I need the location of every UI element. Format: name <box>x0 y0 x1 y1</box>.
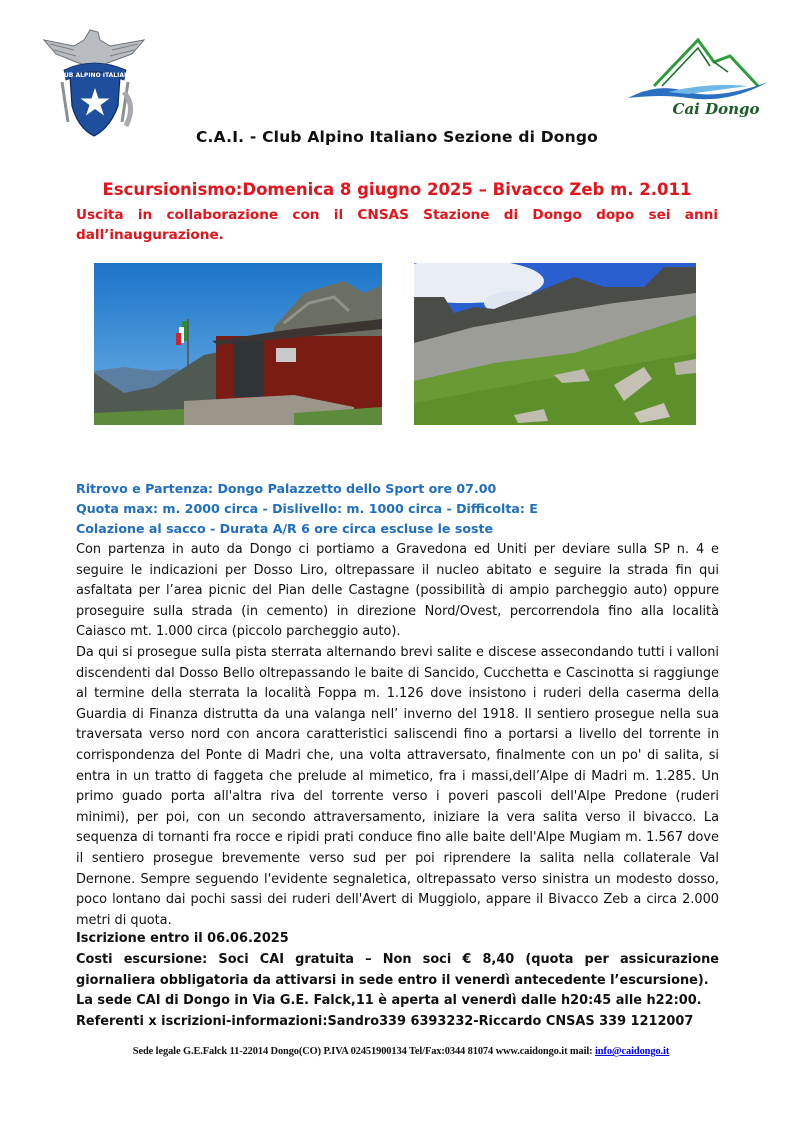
meeting-info: Ritrovo e Partenza: Dongo Palazzetto dello Sport ore 07.00 <box>76 481 497 496</box>
cai-badge-text: CLUB ALPINO ITALIANO <box>55 72 135 79</box>
dongo-logo-text: Cai Dongo <box>672 100 760 118</box>
mountain-slope-photo <box>414 263 696 425</box>
footer <box>76 1046 726 1057</box>
route-description <box>76 540 719 931</box>
duration-info: Colazione al sacco - Durata A/R 6 ore circa escluse le soste <box>76 521 494 536</box>
office-hours: La sede CAI di Dongo in Via G.E. Falck,11 è aperta al venerdì dalle h20:45 alle h22:00. <box>76 993 702 1009</box>
cai-dongo-logo <box>618 28 780 120</box>
mountain-lake-icon <box>618 28 780 120</box>
description-paragraph: Da qui si prosegue sulla pista sterrata alternando brevi salite e discese assecondando tutti i valloni discendenti dal Dosso Bello oltrepassando le baite di Sancido, Cucchetta e Cascinotta si raggiunge al termine della sterrata la località Foppa m. 1.126 dove insistono i ruderi della caserma della Guardia di Finanza distrutta da una valanga nell’ inverno del 1918. Il sentiero prosegue nella sua traversata verso nord con ancora caratteristici saliscendi fino a portarsi a livello del torrente in corrispondenza del Ponte di Madri che, una volta attraversato, finalmente con un po' di salita, si entra in un tratto di faggeta che prelude al mimetico, fra i massi,dell’Alpe di Madri m. 1.285. Un primo guado porta all'altra riva del torrente verso i poveri pascoli dell'Alpe Predone (ruderi minimi), per poi, con un secondo attraversamento, iniziare la vera salita verso il bivacco. La sequenza di tornanti fra rocce e ripidi prati conduce fino alle baite dell'Alpe Mugiam m. 1.567 dove il sentiero prosegue brevemente verso sud per poi riprendere la salita nella collaterale Val Dernone. Sempre seguendo l'evidente segnaletica, oltrepassato verso sinistra un modesto dosso, poco lontano dai pochi sassi dei ruderi dell'Avert di Muggiolo, appare il Bivacco Zeb a circa 2.000 metri di quota. <box>76 644 719 928</box>
cai-eagle-shield-icon <box>40 26 148 144</box>
event-subtitle: Uscita in collaborazione con il CNSAS Stazione di Dongo dopo sei anni dall’inaugurazione. <box>76 207 718 243</box>
registration-info <box>76 929 719 1033</box>
description-paragraph: Con partenza in auto da Dongo ci portiamo a Gravedona ed Uniti per deviare sulla SP n. 4 e seguire le indicazioni per Dosso Liro, oltrepassare il nucleo abitato e seguire la strada fin qui asfaltata per l’area picnic del Pian delle Castagne (possibilità di ampio parcheggio auto) oppure proseguire sulla strada (in cemento) in direzione Nord/Ovest, percorrendola fino alla località Caiasco mt. 1.000 circa (piccolo parcheggio auto). <box>76 542 719 640</box>
registration-deadline: Iscrizione entro il 06.06.2025 <box>76 931 289 946</box>
contacts-info: Referenti x iscrizioni-informazioni:Sandro339 6393232-Riccardo CNSAS 339 1212007 <box>76 1014 694 1030</box>
footer-text: Sede legale G.E.Falck 11-22014 Dongo(CO) P.IVA 02451900134 Tel/Fax:0344 81074 www.caidongo.it mail: <box>132 1046 596 1057</box>
email-link[interactable]: info@caidongo.it <box>595 1046 670 1057</box>
altitude-info: Quota max: m. 2000 circa - Dislivello: m. 1000 circa - Difficolta: E <box>76 501 538 516</box>
cai-logo <box>40 26 148 144</box>
organization-title: C.A.I. - Club Alpino Italiano Sezione di Dongo <box>195 128 599 146</box>
bivouac-hut-photo <box>94 263 382 425</box>
costs-info: Costi escursione: Soci CAI gratuita – Non soci € 8,40 (quota per assicurazione giornaliera obbligatoria da attivarsi in sede entro il venerdì antecedente l’escursione). <box>76 951 719 988</box>
event-title: Escursionismo:Domenica 8 giugno 2025 – Bivacco Zeb m. 2.011 <box>102 180 692 199</box>
